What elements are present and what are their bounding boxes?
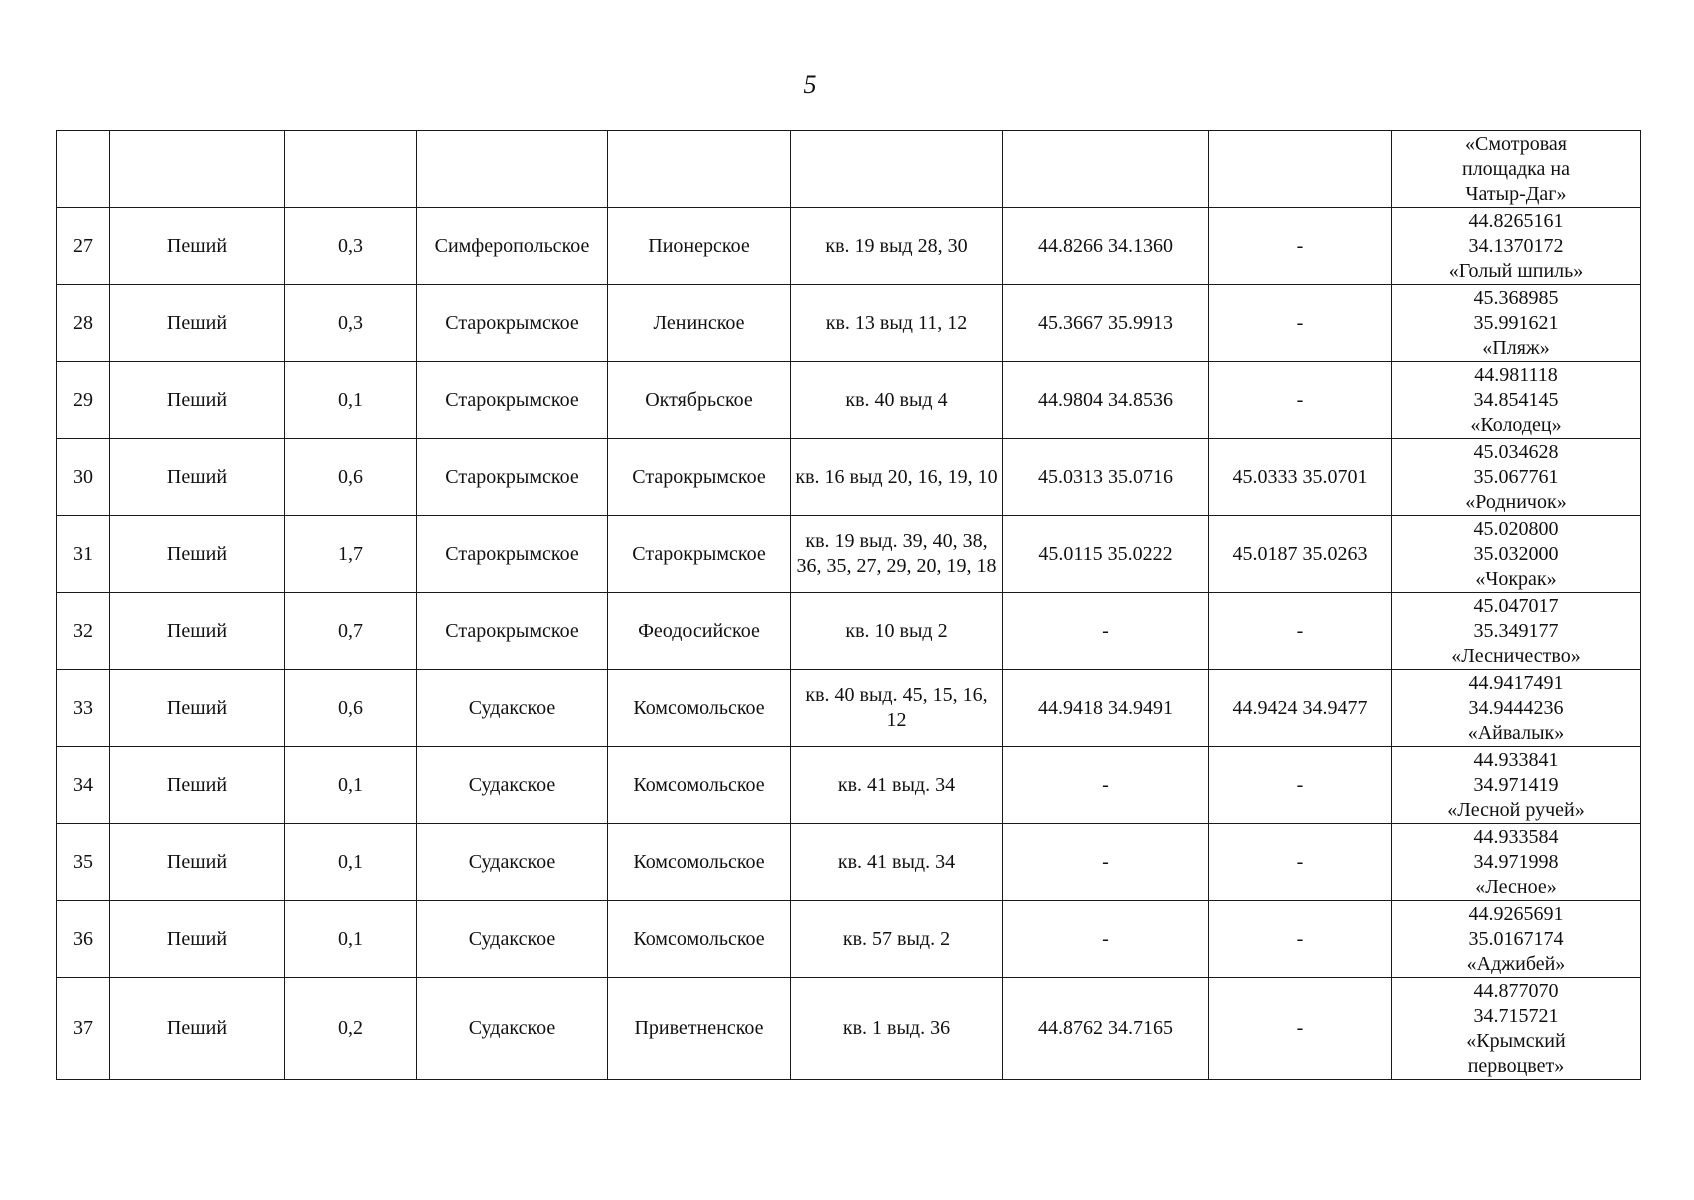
end-coordinates-cell (1209, 131, 1392, 208)
district-cell: Старокрымское (608, 439, 791, 516)
table-row (57, 747, 1641, 824)
district-cell: Октябрьское (608, 362, 791, 439)
row-number-cell: 29 (57, 362, 110, 439)
location-cell: кв. 41 выд. 34 (791, 747, 1003, 824)
point-line: 45.047017 (1473, 594, 1559, 617)
point-of-interest-cell (1392, 593, 1641, 670)
point-of-interest-cell (1392, 362, 1641, 439)
point-line: «Голый шпиль» (1448, 259, 1584, 282)
point-line: 34.9444236 (1468, 696, 1564, 719)
end-coordinates-cell: - (1209, 901, 1392, 978)
point-line: 44.933584 (1473, 825, 1559, 848)
forestry-cell: Старокрымское (417, 362, 608, 439)
point-line: «Колодец» (1470, 413, 1562, 436)
point-line: «Айвалык» (1467, 721, 1565, 744)
route-type-cell: Пеший (110, 439, 285, 516)
row-number-cell (57, 131, 110, 208)
point-line: 35.0167174 (1468, 927, 1564, 950)
point-of-interest-cell (1392, 747, 1641, 824)
point-line: «Смотровая (1465, 132, 1567, 155)
forestry-cell (417, 131, 608, 208)
end-coordinates-cell: - (1209, 747, 1392, 824)
location-cell: кв. 10 выд 2 (791, 593, 1003, 670)
point-line: Чатыр-Даг» (1465, 182, 1567, 205)
end-coordinates-cell: - (1209, 824, 1392, 901)
start-coordinates-cell: 45.0115 35.0222 (1003, 516, 1209, 593)
start-coordinates-cell: 45.3667 35.9913 (1003, 285, 1209, 362)
row-number-cell: 33 (57, 670, 110, 747)
point-line: 45.368985 (1473, 286, 1559, 309)
location-cell: кв. 19 выд 28, 30 (791, 208, 1003, 285)
district-cell (608, 131, 791, 208)
district-cell: Комсомольское (608, 901, 791, 978)
route-length-cell: 1,7 (285, 516, 417, 593)
district-cell: Комсомольское (608, 747, 791, 824)
route-type-cell: Пеший (110, 593, 285, 670)
route-type-cell: Пеший (110, 208, 285, 285)
point-of-interest-cell (1392, 901, 1641, 978)
point-line: «Пляж» (1482, 336, 1550, 359)
point-line: 44.981118 (1474, 363, 1558, 386)
point-line: первоцвет» (1467, 1054, 1565, 1077)
point-of-interest-cell (1392, 978, 1641, 1080)
point-line: 45.020800 (1473, 517, 1559, 540)
route-type-cell: Пеший (110, 824, 285, 901)
forestry-cell: Судакское (417, 901, 608, 978)
point-line: 35.349177 (1473, 619, 1559, 642)
district-cell: Старокрымское (608, 516, 791, 593)
point-of-interest-cell (1392, 516, 1641, 593)
point-line: «Лесное» (1475, 875, 1557, 898)
point-line: «Лесничество» (1451, 644, 1581, 667)
point-line: 44.933841 (1473, 748, 1559, 771)
end-coordinates-cell: - (1209, 978, 1392, 1080)
point-line: площадка на (1461, 157, 1570, 180)
forestry-cell: Судакское (417, 670, 608, 747)
table-row (57, 285, 1641, 362)
location-cell: кв. 13 выд 11, 12 (791, 285, 1003, 362)
route-type-cell: Пеший (110, 516, 285, 593)
location-cell: кв. 40 выд. 45, 15, 16, 12 (791, 670, 1003, 747)
point-line: 44.9417491 (1468, 671, 1564, 694)
point-of-interest-cell (1392, 824, 1641, 901)
row-number-cell: 35 (57, 824, 110, 901)
point-of-interest-cell (1392, 285, 1641, 362)
start-coordinates-cell: 44.8266 34.1360 (1003, 208, 1209, 285)
start-coordinates-cell: - (1003, 593, 1209, 670)
point-of-interest-cell (1392, 208, 1641, 285)
forestry-cell: Судакское (417, 824, 608, 901)
table-row (57, 208, 1641, 285)
end-coordinates-cell: - (1209, 208, 1392, 285)
point-line: 34.1370172 (1468, 234, 1564, 257)
table-row (57, 131, 1641, 208)
point-line: «Крымский (1466, 1029, 1566, 1052)
row-number-cell: 36 (57, 901, 110, 978)
table-row (57, 362, 1641, 439)
location-cell: кв. 1 выд. 36 (791, 978, 1003, 1080)
route-length-cell: 0,7 (285, 593, 417, 670)
location-cell: кв. 41 выд. 34 (791, 824, 1003, 901)
route-type-cell: Пеший (110, 978, 285, 1080)
end-coordinates-cell: - (1209, 593, 1392, 670)
point-line: 44.8265161 (1468, 209, 1564, 232)
end-coordinates-cell: - (1209, 362, 1392, 439)
route-length-cell: 0,1 (285, 901, 417, 978)
route-type-cell: Пеший (110, 362, 285, 439)
row-number-cell: 37 (57, 978, 110, 1080)
point-line: 34.715721 (1473, 1004, 1559, 1027)
point-line: 34.971998 (1473, 850, 1559, 873)
district-cell: Приветненское (608, 978, 791, 1080)
forestry-cell: Старокрымское (417, 593, 608, 670)
point-of-interest-cell (1392, 670, 1641, 747)
route-length-cell: 0,1 (285, 824, 417, 901)
point-line: «Лесной ручей» (1447, 798, 1585, 821)
page-number: 5 (803, 70, 817, 99)
location-cell: кв. 57 выд. 2 (791, 901, 1003, 978)
row-number-cell: 32 (57, 593, 110, 670)
route-length-cell: 0,2 (285, 978, 417, 1080)
route-type-cell: Пеший (110, 285, 285, 362)
point-line: 34.971419 (1473, 773, 1559, 796)
point-line: «Родничок» (1465, 490, 1567, 513)
start-coordinates-cell: 44.9804 34.8536 (1003, 362, 1209, 439)
row-number-cell: 31 (57, 516, 110, 593)
end-coordinates-cell: - (1209, 285, 1392, 362)
forestry-cell: Старокрымское (417, 285, 608, 362)
start-coordinates-cell: 45.0313 35.0716 (1003, 439, 1209, 516)
routes-table (56, 130, 1641, 1080)
end-coordinates-cell: 45.0333 35.0701 (1209, 439, 1392, 516)
start-coordinates-cell: - (1003, 747, 1209, 824)
table-row (57, 824, 1641, 901)
table-row (57, 439, 1641, 516)
district-cell: Пионерское (608, 208, 791, 285)
route-length-cell: 0,1 (285, 362, 417, 439)
point-of-interest-cell (1392, 439, 1641, 516)
table-body (57, 131, 1641, 1080)
route-length-cell: 0,3 (285, 285, 417, 362)
location-cell: кв. 16 выд 20, 16, 19, 10 (791, 439, 1003, 516)
district-cell: Ленинское (608, 285, 791, 362)
point-line: 45.034628 (1473, 440, 1559, 463)
forestry-cell: Старокрымское (417, 439, 608, 516)
forestry-cell: Судакское (417, 747, 608, 824)
district-cell: Комсомольское (608, 670, 791, 747)
end-coordinates-cell: 44.9424 34.9477 (1209, 670, 1392, 747)
point-line: 35.032000 (1473, 542, 1559, 565)
point-line: 35.067761 (1473, 465, 1559, 488)
point-of-interest-cell (1392, 131, 1641, 208)
point-line: 44.877070 (1473, 979, 1559, 1002)
table-row (57, 978, 1641, 1080)
route-type-cell: Пеший (110, 747, 285, 824)
route-type-cell: Пеший (110, 670, 285, 747)
start-coordinates-cell (1003, 131, 1209, 208)
route-length-cell: 0,6 (285, 670, 417, 747)
route-length-cell (285, 131, 417, 208)
district-cell: Феодосийское (608, 593, 791, 670)
location-cell (791, 131, 1003, 208)
start-coordinates-cell: - (1003, 901, 1209, 978)
row-number-cell: 28 (57, 285, 110, 362)
point-line: «Чокрак» (1475, 567, 1557, 590)
table-row (57, 670, 1641, 747)
forestry-cell: Старокрымское (417, 516, 608, 593)
point-line: 35.991621 (1473, 311, 1559, 334)
forestry-cell: Судакское (417, 978, 608, 1080)
district-cell: Комсомольское (608, 824, 791, 901)
route-type-cell: Пеший (110, 901, 285, 978)
point-line: «Аджибей» (1466, 952, 1566, 975)
forestry-cell: Симферопольское (417, 208, 608, 285)
start-coordinates-cell: 44.9418 34.9491 (1003, 670, 1209, 747)
start-coordinates-cell: 44.8762 34.7165 (1003, 978, 1209, 1080)
route-length-cell: 0,6 (285, 439, 417, 516)
route-length-cell: 0,1 (285, 747, 417, 824)
location-cell: кв. 19 выд. 39, 40, 38, 36, 35, 27, 29, 20, 19, 18 (791, 516, 1003, 593)
end-coordinates-cell: 45.0187 35.0263 (1209, 516, 1392, 593)
point-line: 44.9265691 (1468, 902, 1564, 925)
table-row (57, 901, 1641, 978)
location-cell: кв. 40 выд 4 (791, 362, 1003, 439)
row-number-cell: 27 (57, 208, 110, 285)
row-number-cell: 30 (57, 439, 110, 516)
row-number-cell: 34 (57, 747, 110, 824)
route-length-cell: 0,3 (285, 208, 417, 285)
table-row (57, 516, 1641, 593)
table-row (57, 593, 1641, 670)
point-line: 34.854145 (1473, 388, 1559, 411)
start-coordinates-cell: - (1003, 824, 1209, 901)
route-type-cell (110, 131, 285, 208)
